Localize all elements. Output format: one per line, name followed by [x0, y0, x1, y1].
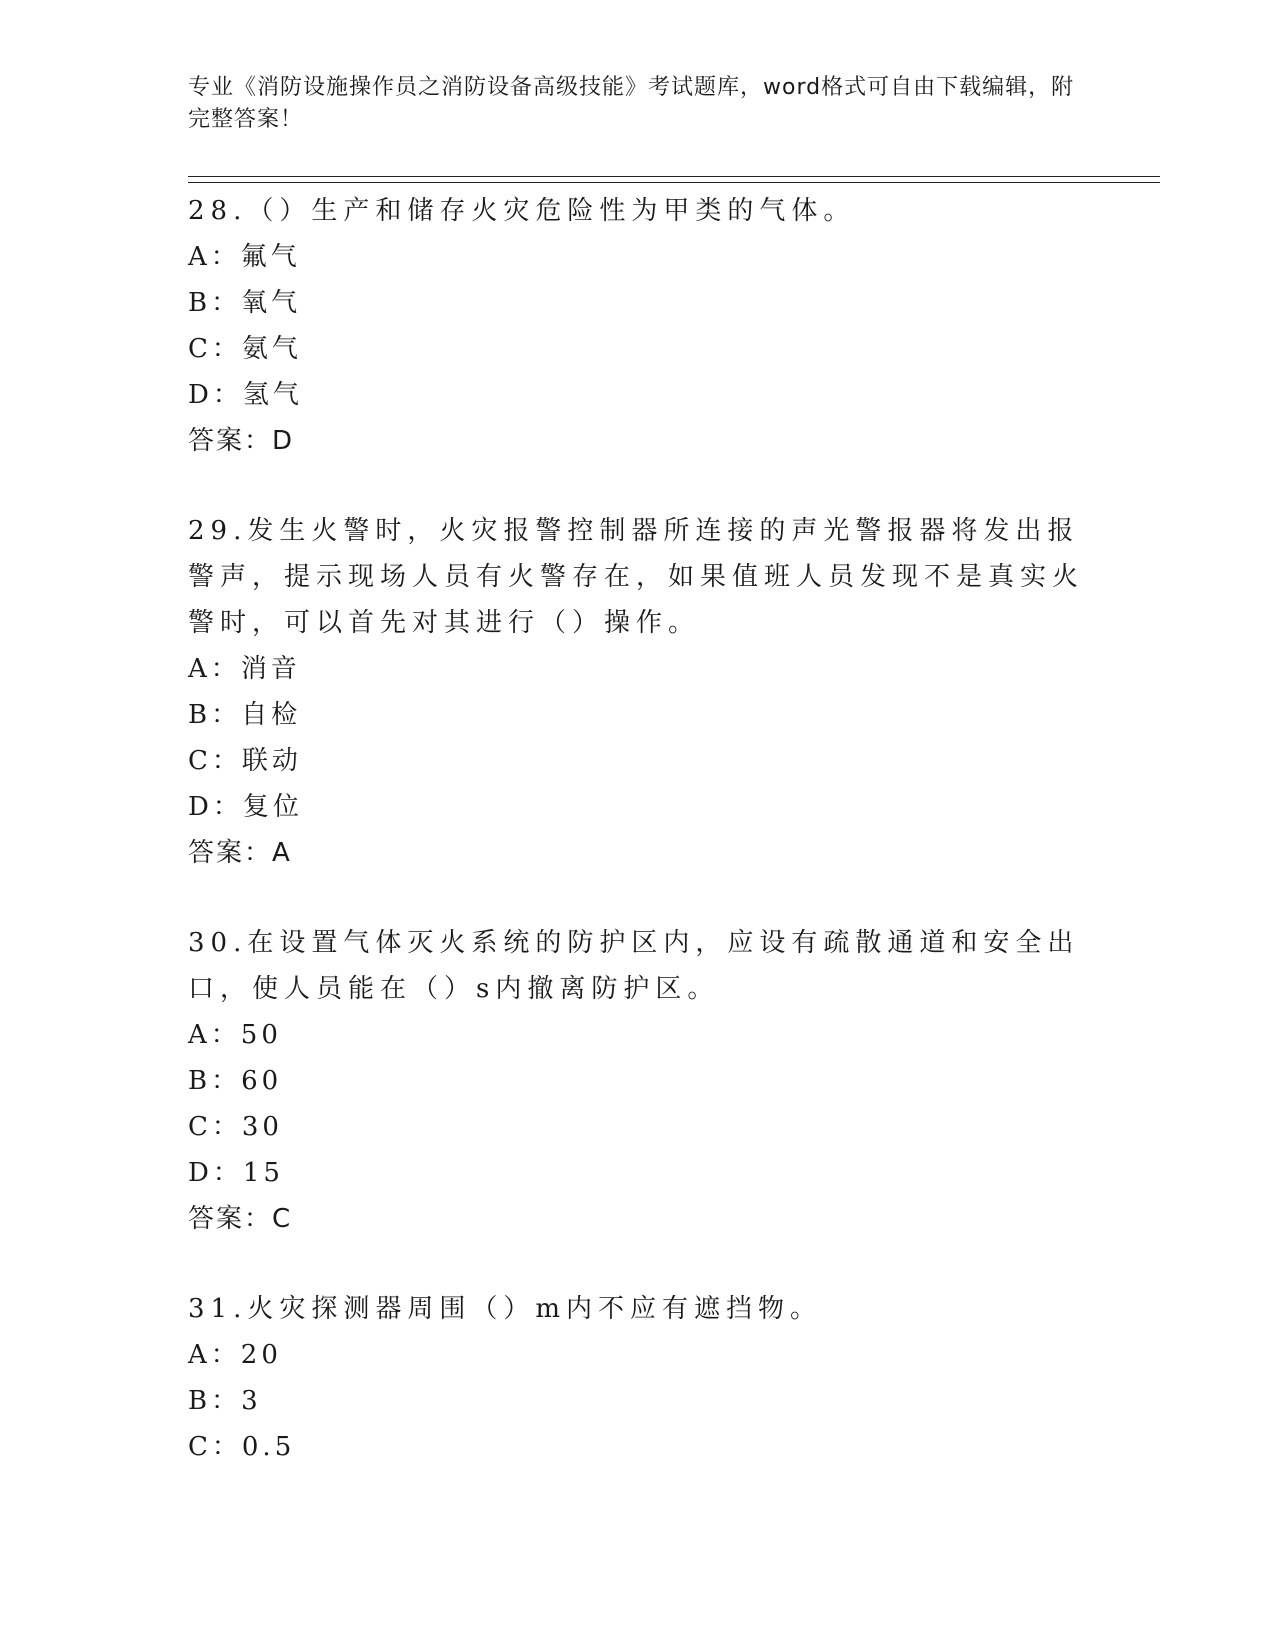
option-c: C：30 — [188, 1112, 283, 1142]
question-text: 30.在设置气体灭火系统的防护区内，应设有疏散通道和安全出口，使人员能在（）s内撤离防护区。 — [188, 928, 1080, 1004]
option-b: B：3 — [188, 1386, 262, 1416]
option-c: C：联动 — [188, 746, 302, 776]
question-text: 31.火灾探测器周围（）m内不应有遮挡物。 — [188, 1294, 823, 1324]
answer: 答案：C — [188, 1204, 293, 1234]
option-b: B：60 — [188, 1066, 283, 1096]
question-28 — [188, 188, 1088, 464]
option-d: D：复位 — [188, 792, 303, 822]
question-text: 28.（）生产和储存火灾危险性为甲类的气体。 — [188, 196, 856, 226]
option-d: D：氢气 — [188, 380, 303, 410]
question-31 — [188, 1286, 1088, 1470]
option-d: D：15 — [188, 1158, 284, 1188]
answer: 答案：A — [188, 838, 292, 868]
option-c: C：氨气 — [188, 334, 302, 364]
question-text: 29.发生火警时，火灾报警控制器所连接的声光警报器将发出报警声，提示现场人员有火警存在，如果值班人员发现不是真实火警时，可以首先对其进行（）操作。 — [188, 516, 1085, 638]
option-a: A：氟气 — [188, 242, 301, 272]
question-29 — [188, 508, 1088, 876]
question-30 — [188, 920, 1088, 1242]
option-a: A：50 — [188, 1020, 282, 1050]
option-a: A：消音 — [188, 654, 301, 684]
header-divider-bottom — [188, 182, 1160, 183]
document-header: 专业《消防设施操作员之消防设备高级技能》考试题库，word格式可自由下载编辑，附完整答案！ — [188, 75, 1075, 132]
answer: 答案：D — [188, 426, 295, 456]
option-b: B：自检 — [188, 700, 302, 730]
option-c: C：0.5 — [188, 1432, 296, 1462]
header-divider-top — [188, 176, 1160, 177]
option-a: A：20 — [188, 1340, 282, 1370]
option-b: B：氧气 — [188, 288, 302, 318]
